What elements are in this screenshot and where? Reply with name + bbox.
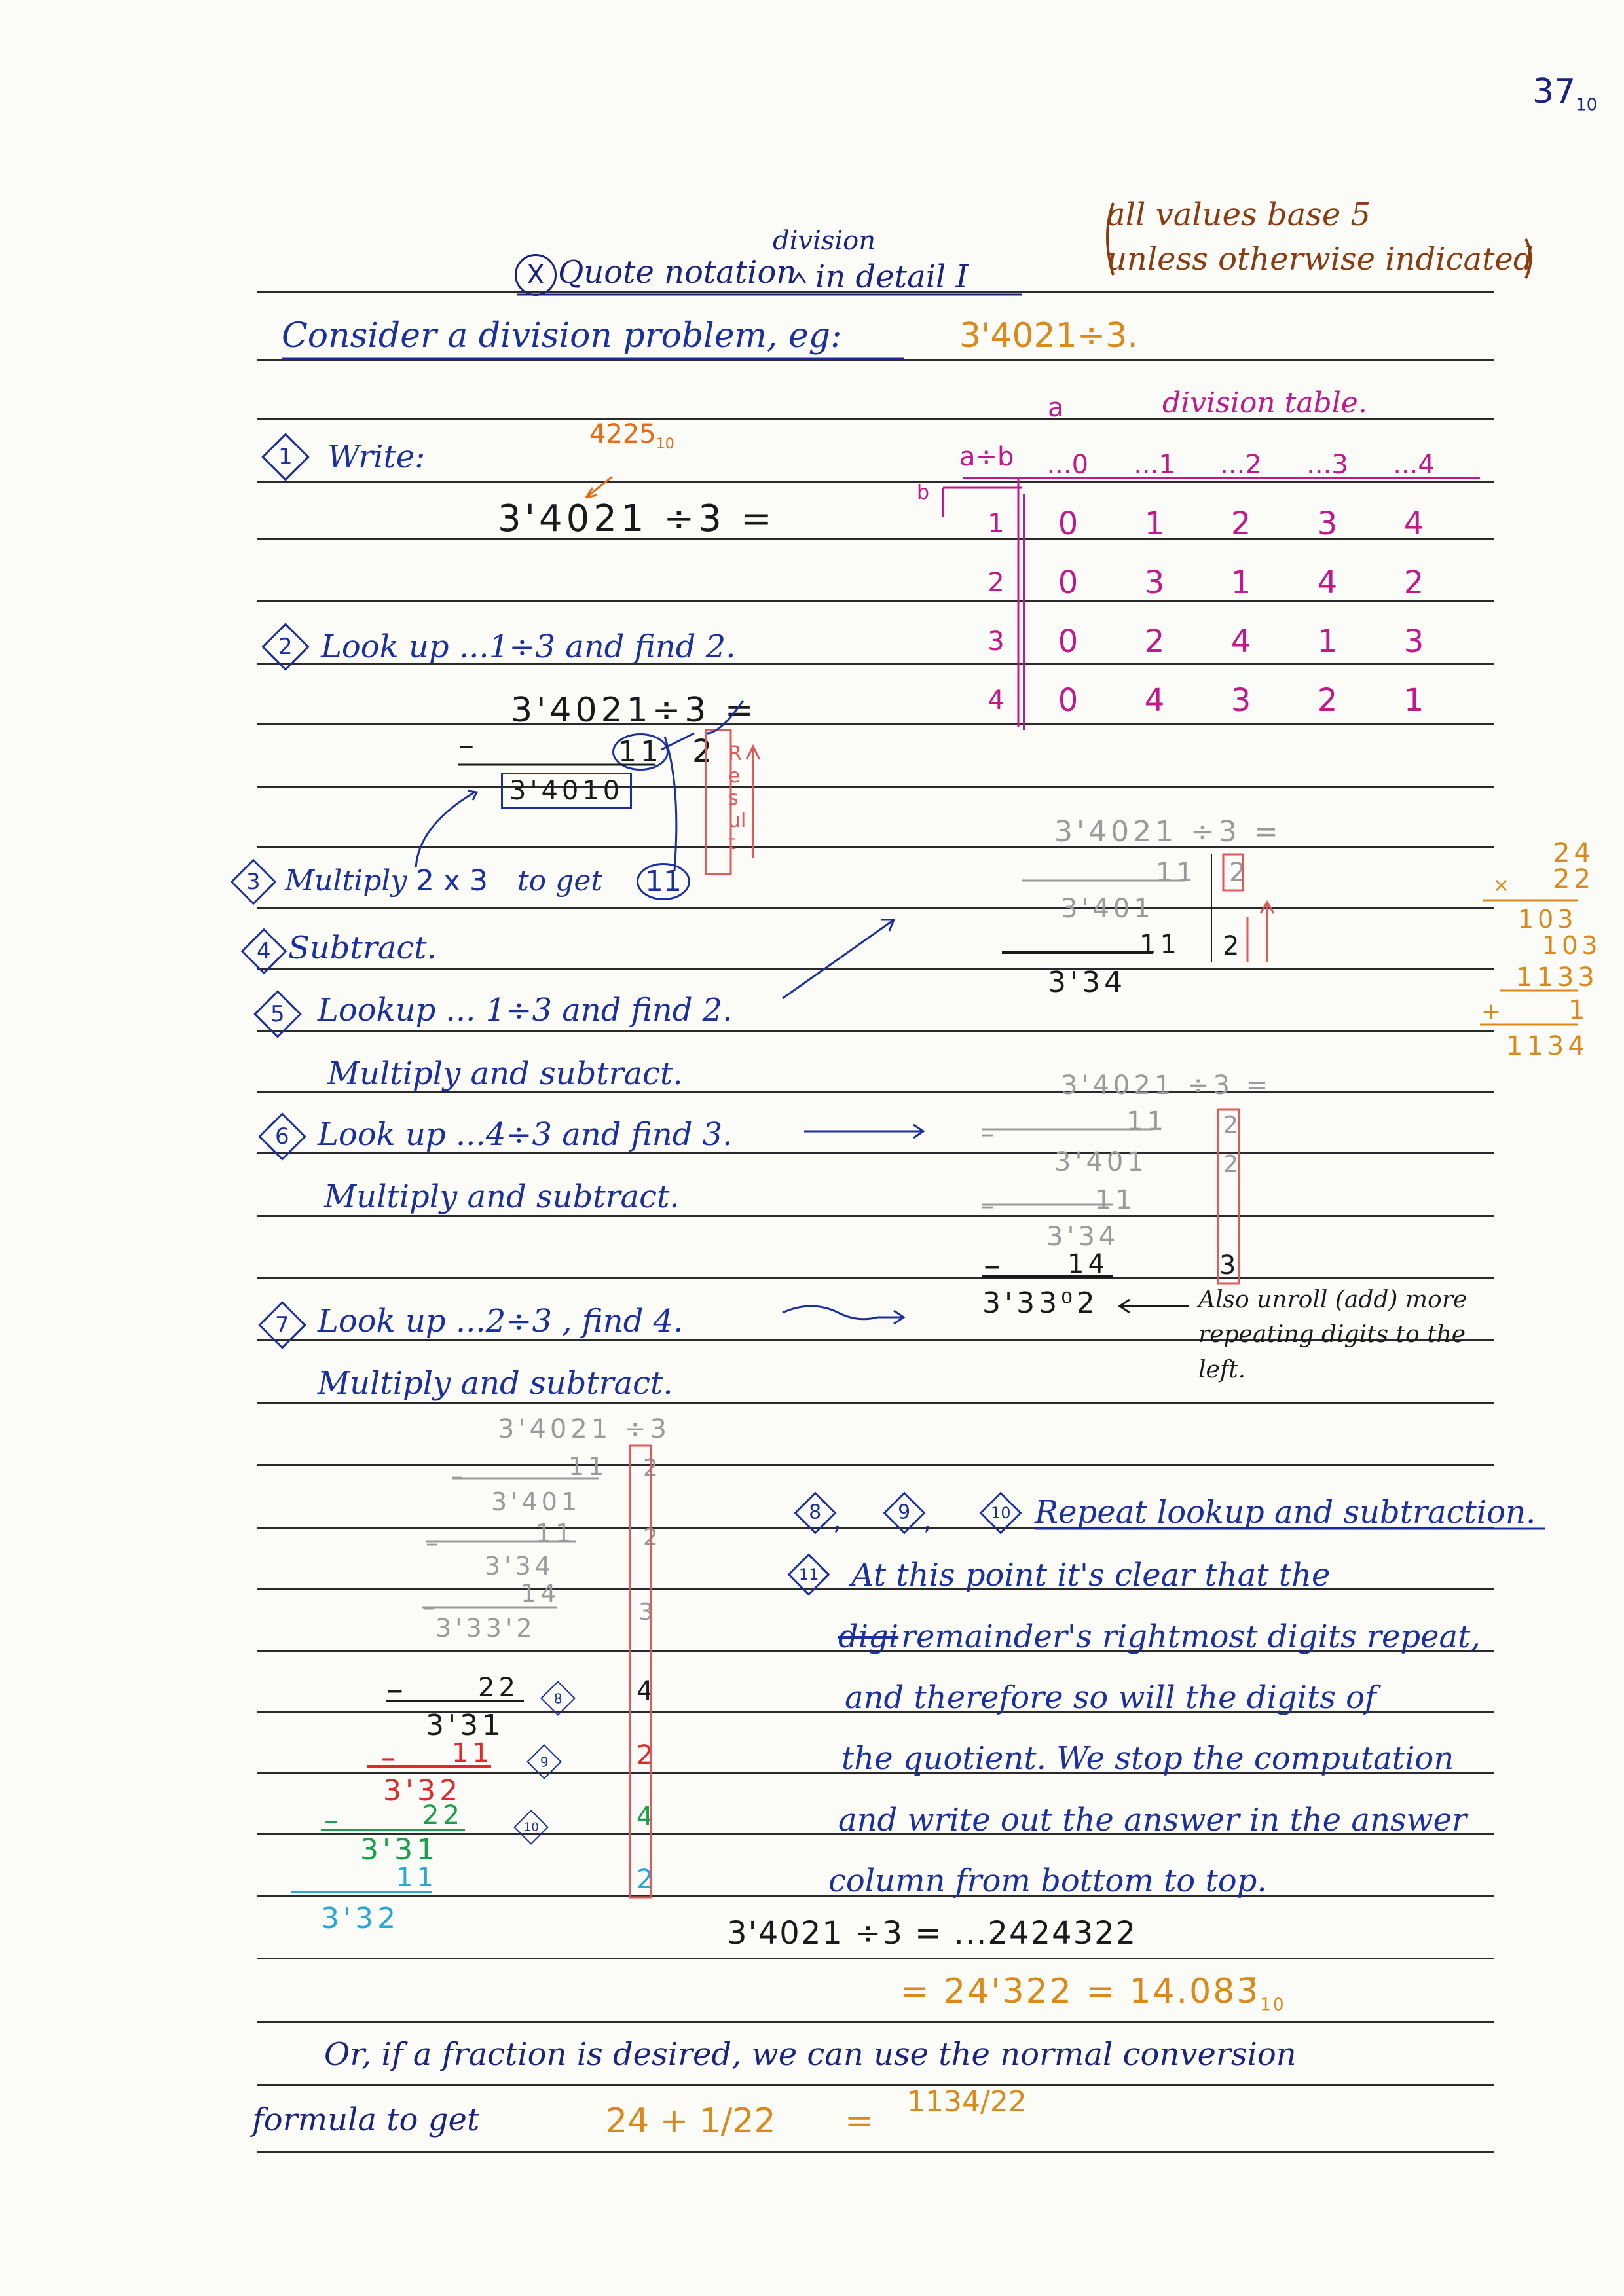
work-b-r2: 3'34	[1046, 1222, 1120, 1252]
answer-line1: 3'4021 ÷3 = ...2424322	[727, 1915, 1137, 1952]
step1-expr: 3'4021 ÷3 =	[498, 498, 776, 540]
closing-line1: Or, if a fraction is desired, we can use the normal conversion	[324, 2036, 1297, 2073]
step6-text-b: Multiply and subtract.	[324, 1178, 680, 1215]
work-c-sub: 11	[536, 1519, 576, 1548]
step2-expr: 3'4021÷3 =	[511, 691, 758, 730]
table-cell: 0	[1058, 623, 1079, 660]
work-c-sub: 11	[396, 1863, 437, 1893]
table-corner-a: a÷b	[959, 442, 1014, 472]
step2-minus: –	[458, 727, 474, 763]
closing-result: 1134/22	[907, 2085, 1027, 2119]
step2-badge: 2	[261, 623, 310, 671]
step11-line: column from bottom to top.	[828, 1863, 1267, 1899]
step11-line: At this point it's clear that the	[851, 1557, 1331, 1594]
step11-line: the quotient. We stop the computation	[841, 1740, 1454, 1777]
closing-frac: 24 + 1/22	[606, 2102, 776, 2141]
closing-eq: =	[845, 2102, 874, 2141]
work-c-badge: 8	[540, 1681, 576, 1716]
work-c-rem: 3'33'2	[435, 1614, 536, 1643]
step5-text-b: Multiply and subtract.	[327, 1055, 683, 1092]
work-c-digit: 3	[638, 1599, 654, 1626]
table-cell: 0	[1058, 564, 1079, 601]
side-calc-b: 22	[1553, 864, 1595, 894]
table-cell: 2	[1403, 564, 1424, 601]
table-row-label: 4	[969, 671, 1024, 730]
work-c-badge: 9	[526, 1744, 562, 1779]
work-c-rem: 3'401	[491, 1487, 581, 1516]
svg-text:–: –	[451, 1461, 464, 1491]
page-number: $37_{10}$	[1532, 72, 1598, 115]
table-cell: 1	[1230, 564, 1251, 601]
table-cell: 2	[1230, 505, 1251, 542]
table-header: ...0	[1046, 450, 1089, 480]
work-a-r2: 3'34	[1048, 966, 1127, 999]
work-c-sub: 22	[422, 1800, 464, 1831]
svg-text:–: –	[422, 1592, 435, 1622]
steps-8-10-text: Repeat lookup and subtraction.	[1035, 1494, 1536, 1531]
table-cell: 4	[1317, 564, 1338, 601]
work-a-digit: 2	[1229, 858, 1246, 888]
svg-text:–: –	[981, 1119, 994, 1149]
work-b-note-a: Also unroll (add) more	[1198, 1286, 1467, 1313]
side-calc-a: 24	[1553, 838, 1595, 868]
work-c-rem: 3'31	[360, 1833, 439, 1867]
step10-badge: 10	[979, 1491, 1022, 1534]
work-c-digit: 4	[637, 1802, 654, 1832]
step7-text-a: Look up ...2÷3 , find 4.	[318, 1303, 684, 1339]
work-a-r1: 3'401	[1061, 894, 1154, 924]
step2-sub: 11	[612, 733, 669, 771]
step11-line: and therefore so will the digits of	[845, 1679, 1376, 1716]
table-cell: 3	[1230, 682, 1251, 719]
work-a-sub2: 11	[1139, 930, 1181, 960]
table-cell: 4	[1403, 505, 1424, 542]
table-cell: 4	[1144, 682, 1165, 719]
step1-label: Write:	[327, 439, 426, 475]
work-c-sub: 11	[568, 1452, 608, 1481]
table-cell: 2	[1144, 623, 1165, 660]
table-cell: 3	[1144, 564, 1165, 601]
step11-badge: 11	[787, 1553, 830, 1595]
side-calc-p2: 103	[1542, 931, 1602, 960]
step7-text-b: Multiply and subtract.	[318, 1365, 673, 1402]
table-cell: 3	[1403, 623, 1424, 660]
svg-text:–: –	[381, 1741, 396, 1775]
step2-digit: 2	[692, 733, 712, 770]
step1-badge: 1	[261, 433, 310, 481]
work-b-note-c: left.	[1198, 1357, 1246, 1383]
side-calc-one: 1	[1568, 995, 1589, 1025]
title-text-b: in detail I	[815, 259, 969, 295]
step-sep: ,	[923, 1506, 932, 1536]
side-calc-sum: 1133	[1516, 962, 1598, 993]
work-c-digit: 2	[637, 1865, 654, 1895]
step3-text-b: 2 x 3	[416, 864, 488, 898]
table-header: ...3	[1306, 450, 1348, 480]
step11-line: and write out the answer in the answer	[838, 1802, 1467, 1838]
work-c-digit: 2	[637, 1740, 654, 1770]
step2-result-label: Result	[728, 742, 747, 854]
work-a-digit: 2	[1223, 931, 1240, 961]
step1-annotation: $4225_{10}$	[589, 419, 674, 452]
work-b-r3: 3'33⁰2	[982, 1286, 1099, 1320]
table-cell: 1	[1317, 623, 1338, 660]
work-c-digit: 2	[643, 1455, 658, 1482]
work-b-sub2: 11	[1095, 1185, 1136, 1215]
table-cell: 0	[1058, 682, 1079, 719]
side-calc-total: 1134	[1506, 1031, 1589, 1061]
work-b-digit: 2	[1223, 1151, 1238, 1178]
svg-text:–: –	[426, 1528, 439, 1558]
step6-text-a: Look up ...4÷3 and find 3.	[318, 1116, 733, 1153]
table-caption: division table.	[1162, 386, 1367, 420]
table-caption-a: a	[1048, 393, 1064, 423]
svg-text:–: –	[324, 1804, 339, 1837]
work-c-rem: 3'32	[383, 1774, 462, 1808]
table-row-label: 2	[969, 553, 1024, 612]
work-b-digit: 3	[1219, 1250, 1236, 1281]
step7-badge: 7	[258, 1301, 306, 1349]
work-b-r1: 3'401	[1054, 1147, 1148, 1177]
step8-badge: 8	[794, 1491, 836, 1534]
work-b-digit: 2	[1223, 1112, 1238, 1139]
step3-text-a: Multiply	[285, 864, 407, 898]
table-cell: 2	[1317, 682, 1338, 719]
step2-remainder: 3'4010	[501, 773, 632, 809]
work-c-digit: 4	[637, 1676, 654, 1706]
work-c-expr: 3'4021 ÷3	[498, 1414, 671, 1444]
step3-badge: 3	[231, 859, 277, 905]
svg-text:–: –	[984, 1246, 1001, 1285]
step11-line: remainder's rightmost digits repeat,	[901, 1618, 1481, 1655]
svg-text:–: –	[981, 1191, 994, 1221]
table-row-label: 1	[969, 494, 1024, 553]
work-c-sub: 22	[478, 1673, 519, 1703]
table-cell: 0	[1058, 505, 1079, 542]
step5-badge: 5	[253, 990, 302, 1038]
work-c-sub: 11	[452, 1738, 493, 1768]
work-c-rem: 3'32	[321, 1902, 400, 1935]
table-corner-b: b	[917, 481, 930, 504]
step2-text: Look up ...1÷3 and find 2.	[321, 629, 736, 665]
work-b-sub3: 14	[1067, 1249, 1109, 1279]
work-c-digit: 2	[643, 1524, 658, 1551]
closing-line2: formula to get	[252, 2102, 480, 2138]
title-text-a: Quote notation	[558, 254, 797, 291]
table-cell: 1	[1403, 682, 1424, 719]
table-header: ...1	[1134, 450, 1175, 480]
title-badge: X	[515, 254, 557, 296]
work-c-badge: 10	[513, 1810, 549, 1845]
work-b-sub1: 11	[1126, 1106, 1168, 1137]
step-sep: ,	[833, 1506, 841, 1536]
table-header: ...2	[1220, 450, 1262, 480]
answer-line2: = $24'322 = 14.083̄_{10}$	[900, 1972, 1286, 2015]
work-c-rem: 3'34	[485, 1552, 555, 1580]
table-cell: 4	[1230, 623, 1251, 660]
side-calc-times: ×	[1493, 874, 1510, 897]
table-cell: 1	[1144, 505, 1165, 542]
step4-badge: 4	[241, 928, 287, 975]
step4-text: Subtract.	[288, 930, 437, 966]
table-row-label: 3	[969, 612, 1024, 671]
work-c-sub: 14	[521, 1579, 561, 1608]
work-a-expr: 3'4021 ÷3 =	[1054, 815, 1282, 848]
step6-badge: 6	[258, 1112, 306, 1161]
step3-text-d: 11	[637, 863, 690, 900]
work-c-rem: 3'31	[426, 1709, 505, 1742]
svg-text:–: –	[386, 1670, 403, 1709]
work-a-sub1: 11	[1156, 858, 1197, 888]
step5-text-a: Lookup ... 1÷3 and find 2.	[318, 992, 733, 1029]
base-note-line1: all values base 5	[1107, 196, 1371, 233]
table-header: ...4	[1393, 450, 1435, 480]
step3-text-c: to get	[517, 864, 603, 898]
side-calc-p1: 103	[1518, 905, 1578, 934]
base-note-line2: unless otherwise indicated	[1107, 241, 1534, 278]
title-insert: division	[773, 226, 876, 256]
intro-example: 3'4021÷3.	[959, 316, 1138, 355]
step9-badge: 9	[883, 1491, 925, 1534]
work-b-expr: 3'4021 ÷3 =	[1061, 1070, 1272, 1101]
table-cell: 3	[1317, 505, 1338, 542]
side-calc-plus: +	[1481, 998, 1502, 1025]
work-b-note-b: repeating digits to the	[1198, 1321, 1466, 1348]
intro-lead: Consider a division problem, eg:	[282, 316, 842, 355]
step11-struck: digi	[838, 1618, 899, 1655]
